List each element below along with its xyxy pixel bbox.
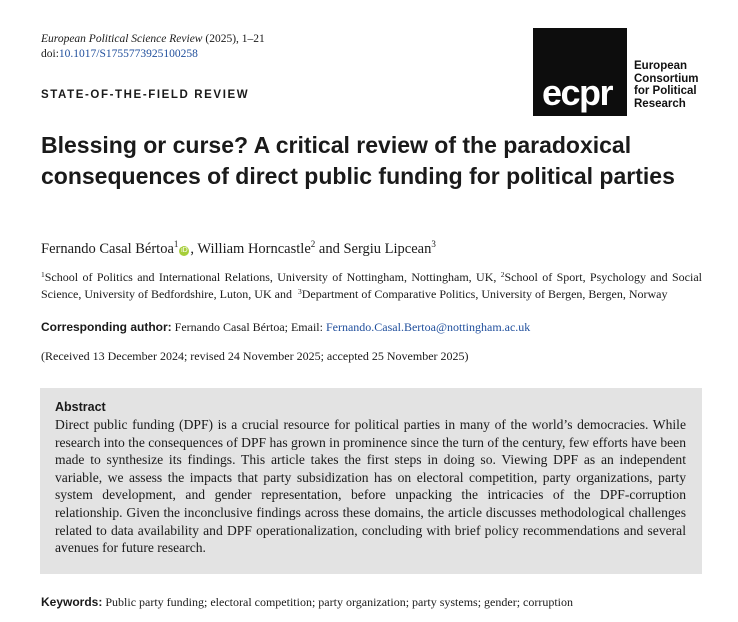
publisher-name-line: Research: [634, 97, 686, 110]
email-link[interactable]: Fernando.Casal.Bertoa@nottingham.ac.uk: [325, 320, 531, 334]
publisher-name-line: European: [634, 60, 688, 72]
corresponding-name: Fernando Casal Bértoa; Email:: [171, 320, 326, 334]
author-list: [41, 240, 436, 258]
affil-marker: 1: [41, 270, 45, 279]
keywords-text: Public party funding; electoral competition; party organization; party systems; gender; corruption: [102, 595, 574, 609]
publisher-name-line: Consortium: [634, 72, 699, 85]
affiliation-text: School of Politics and International Relations, University of Nottingham, Nottingham, UK,: [44, 270, 497, 284]
doi-label: doi:: [41, 48, 59, 60]
publisher-name-line: for Political: [634, 85, 697, 97]
author-separator: and: [315, 241, 344, 257]
doi-line: [41, 47, 198, 61]
orcid-icon[interactable]: iD: [181, 247, 188, 254]
article-title: Blessing or curse? A critical review of the paradoxical consequences of direct public funding for political parties: [41, 132, 675, 189]
section-label: STATE-OF-THE-FIELD REVIEW: [41, 89, 250, 101]
logo-wordmark: ecpr: [542, 72, 613, 113]
author-name[interactable]: Sergiu Lipcean: [343, 241, 432, 257]
journal-citation: [41, 32, 265, 46]
abstract-text: Direct public funding (DPF) is a crucial resource for political parties in many of the world’s democracies. While research into the consequences of DPF has grown in prominence since the turn of the century, few efforts have been made to synthesize its findings. This article takes the first steps in doing so. Viewing DPF as an independent variable, we assess the impacts that party subsidization has on electoral competition, party organizations, party system development, and gender representation, before unpacking the intricacies of the DPF-corruption relationship. Given the inconclusive findings across these domains, the article discusses methodological challenges related to data availability and DPF operationalization, concluding with brief policy recommendations and several avenues for future research.: [55, 417, 686, 556]
journal-volume-pages: (2025), 1–21: [202, 33, 265, 45]
corresponding-label: Corresponding author:: [41, 320, 172, 334]
affiliation-text: School of Sport, Psychology and Social Science, University of Bedfordshire, Luton, UK and: [41, 270, 702, 301]
affiliation-text: Department of Comparative Politics, University of Bergen, Bergen, Norway: [301, 287, 668, 301]
journal-name: European Political Science Review: [41, 33, 203, 45]
affil-marker: 3: [297, 287, 302, 296]
author-affil-marker: 3: [431, 239, 436, 249]
abstract-heading: Abstract: [55, 400, 106, 414]
affiliations: [41, 269, 702, 303]
doi-link[interactable]: 10.1017/S1755773925100258: [58, 48, 198, 60]
affil-marker: 2: [500, 270, 505, 279]
author-affil-marker: 2: [310, 239, 316, 249]
corresponding-author: [41, 319, 530, 336]
keywords: [41, 594, 573, 610]
publisher-name: [634, 60, 734, 110]
publication-history: (Received 13 December 2024; revised 24 November 2025; accepted 25 November 2025): [41, 349, 469, 363]
abstract-box: [40, 388, 702, 574]
author-name[interactable]: Fernando Casal Bértoa: [41, 241, 174, 257]
author-separator: ,: [190, 241, 198, 257]
keywords-label: Keywords:: [41, 595, 103, 609]
author-affil-marker: 1: [173, 239, 179, 249]
author-name[interactable]: William Horncastle: [197, 241, 311, 257]
ecpr-logo: [533, 28, 627, 116]
